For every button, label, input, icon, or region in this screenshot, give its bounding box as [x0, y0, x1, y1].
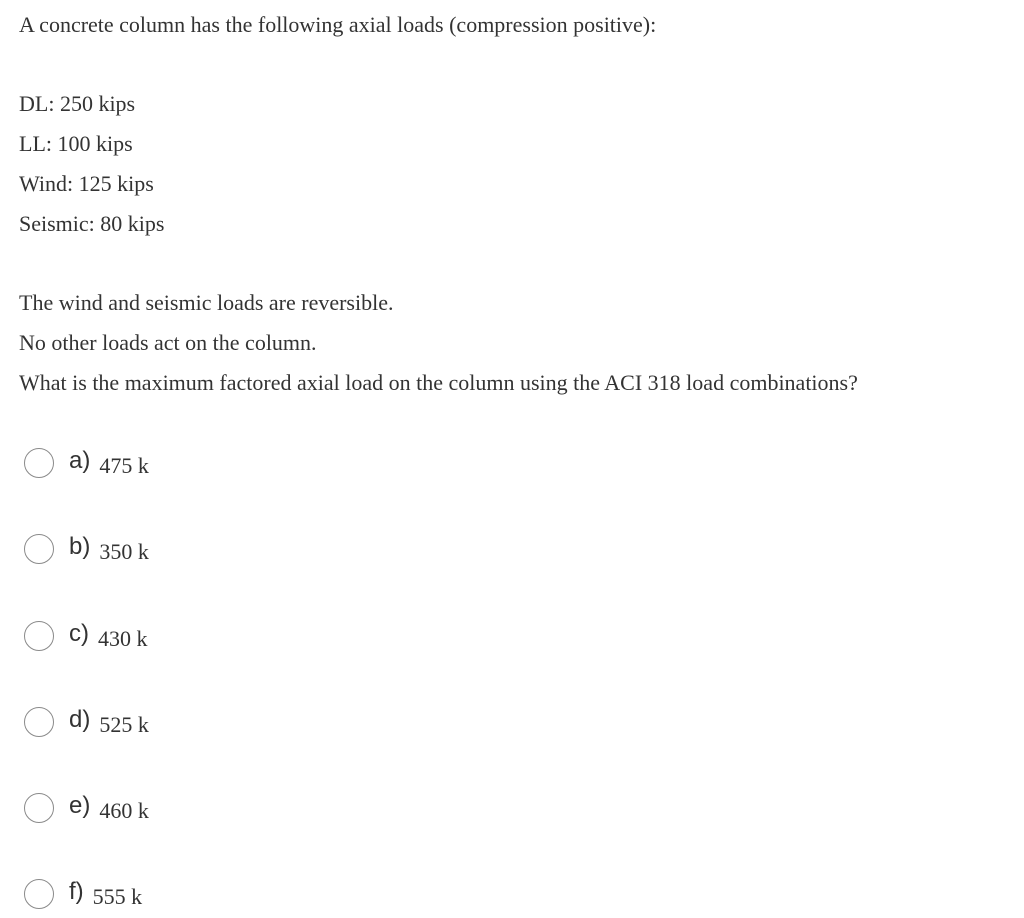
- answer-option-c[interactable]: [24, 618, 148, 654]
- option-text: 525 k: [99, 712, 149, 737]
- load-item-dl: DL: 250 kips: [19, 91, 136, 116]
- answer-option-a[interactable]: [24, 445, 149, 481]
- option-text: 430 k: [98, 626, 148, 651]
- option-letter: a): [69, 447, 91, 474]
- radio-button-icon[interactable]: [24, 621, 54, 651]
- question-note-no-other-loads: No other loads act on the column.: [19, 330, 317, 355]
- option-letter: e): [69, 792, 91, 819]
- option-text: 350 k: [99, 539, 149, 564]
- radio-button-icon[interactable]: [24, 793, 54, 823]
- option-text: 475 k: [99, 453, 149, 478]
- question-intro: A concrete column has the following axial loads (compression positive):: [19, 12, 657, 37]
- answer-option-b[interactable]: [24, 531, 149, 567]
- question-prompt: What is the maximum factored axial load on the column using the ACI 318 load combinations?: [19, 370, 858, 395]
- option-letter: d): [69, 706, 91, 733]
- option-text: 460 k: [99, 798, 149, 823]
- radio-button-icon[interactable]: [24, 448, 54, 478]
- radio-button-icon[interactable]: [24, 534, 54, 564]
- option-text: 555 k: [92, 884, 143, 909]
- load-item-wind: Wind: 125 kips: [19, 171, 154, 196]
- load-item-ll: LL: 100 kips: [19, 131, 133, 156]
- radio-button-icon[interactable]: [24, 879, 54, 909]
- option-letter: f): [69, 878, 84, 905]
- question-note-reversible: The wind and seismic loads are reversible.: [19, 290, 394, 315]
- answer-option-f[interactable]: [24, 876, 142, 912]
- answer-option-e[interactable]: [24, 790, 149, 826]
- option-letter: c): [69, 620, 89, 647]
- load-item-seismic: Seismic: 80 kips: [19, 211, 165, 236]
- option-letter: b): [69, 533, 91, 560]
- radio-button-icon[interactable]: [24, 707, 54, 737]
- answer-option-d[interactable]: [24, 704, 149, 740]
